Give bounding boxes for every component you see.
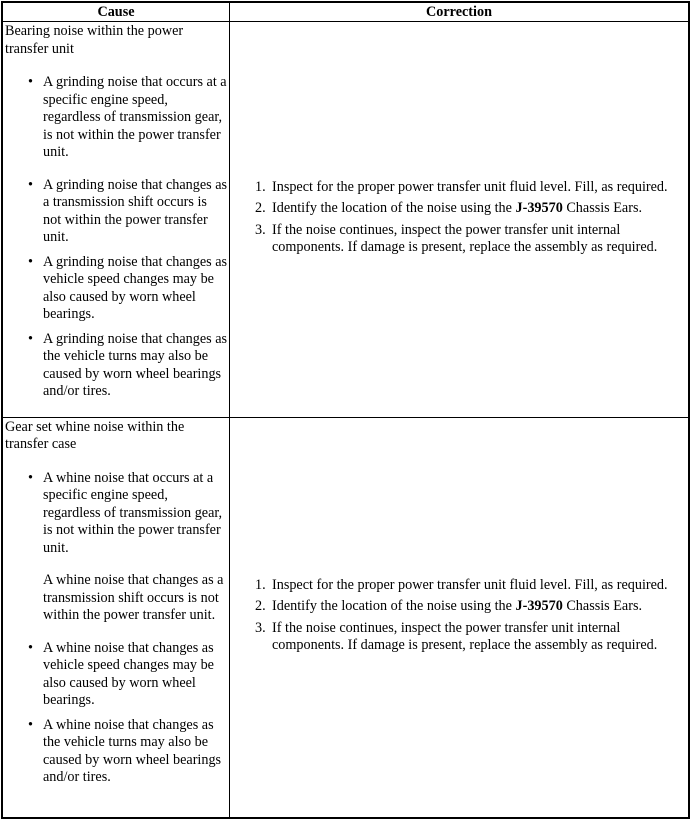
correction-step xyxy=(255,178,686,197)
step-text: Identify the location of the noise using the xyxy=(272,598,516,615)
table-row xyxy=(2,22,689,418)
correction-steps xyxy=(232,577,686,655)
symptom-item: • A whine noise that changes as the vehicle turns may also be caused by worn wheel bearings and/or tires. xyxy=(43,717,227,787)
step-text: If the noise continues, inspect the power transfer unit internal components. If damage is present, replace the assembly as required. xyxy=(272,221,658,256)
correction-step xyxy=(255,598,686,616)
symptom-item: A whine noise that changes as a transmission shift occurs is not within the power transfer unit. xyxy=(43,572,224,623)
tool-name: J-39570 xyxy=(515,598,563,615)
step-text: Inspect for the proper power transfer unit fluid level. Fill, as required. xyxy=(272,576,668,593)
cause-cell xyxy=(2,417,230,818)
cause-cell xyxy=(2,22,230,418)
correction-steps xyxy=(232,179,686,257)
correction-step xyxy=(255,619,686,655)
symptom-item: • A grinding noise that changes as the vehicle turns may also be caused by worn wheel bearings and/or tires. xyxy=(43,331,227,401)
correction-step xyxy=(255,576,686,595)
symptom-list xyxy=(5,74,227,401)
symptom-list xyxy=(5,470,227,787)
correction-step xyxy=(255,200,686,218)
step-number: 3. xyxy=(255,221,266,238)
diagnostic-table xyxy=(1,1,690,819)
cause-title: Bearing noise within the power transfer unit xyxy=(5,23,184,57)
step-text: If the noise continues, inspect the power transfer unit internal components. If damage is present, replace the assembly as required. xyxy=(272,619,658,654)
step-number: 1. xyxy=(255,178,266,195)
table-row xyxy=(2,417,689,818)
cause-title: Gear set whine noise within the transfer case xyxy=(5,418,185,452)
step-text: Identify the location of the noise using the xyxy=(272,200,516,217)
header-correction: Correction xyxy=(230,2,690,22)
header-cause: Cause xyxy=(2,2,230,22)
symptom-item: • A grinding noise that occurs at a specific engine speed, regardless of transmission gear, is not within the power transfer unit. xyxy=(43,74,227,162)
step-number: 2. xyxy=(255,598,266,615)
step-number: 1. xyxy=(255,576,266,593)
symptom-item: • A grinding noise that changes as a transmission shift occurs is not within the power transfer unit. xyxy=(43,177,227,247)
symptom-item: • A grinding noise that changes as vehicle speed changes may be also caused by worn wheel bearings. xyxy=(43,254,227,324)
step-text-tail: Chassis Ears. xyxy=(562,200,643,217)
step-text: Inspect for the proper power transfer unit fluid level. Fill, as required. xyxy=(272,178,668,195)
step-number: 2. xyxy=(255,200,266,217)
tool-name: J-39570 xyxy=(515,200,563,217)
symptom-item: • A whine noise that changes as vehicle speed changes may be also caused by worn wheel bearings. xyxy=(43,640,227,710)
header-row xyxy=(2,2,689,22)
correction-step xyxy=(255,221,686,257)
correction-cell xyxy=(230,417,690,818)
step-number: 3. xyxy=(255,619,266,636)
step-text-tail: Chassis Ears. xyxy=(562,598,643,615)
symptom-item: • A whine noise that occurs at a specific engine speed, regardless of transmission gear, is not within the power transfer unit. xyxy=(43,470,227,558)
correction-cell xyxy=(230,22,690,418)
